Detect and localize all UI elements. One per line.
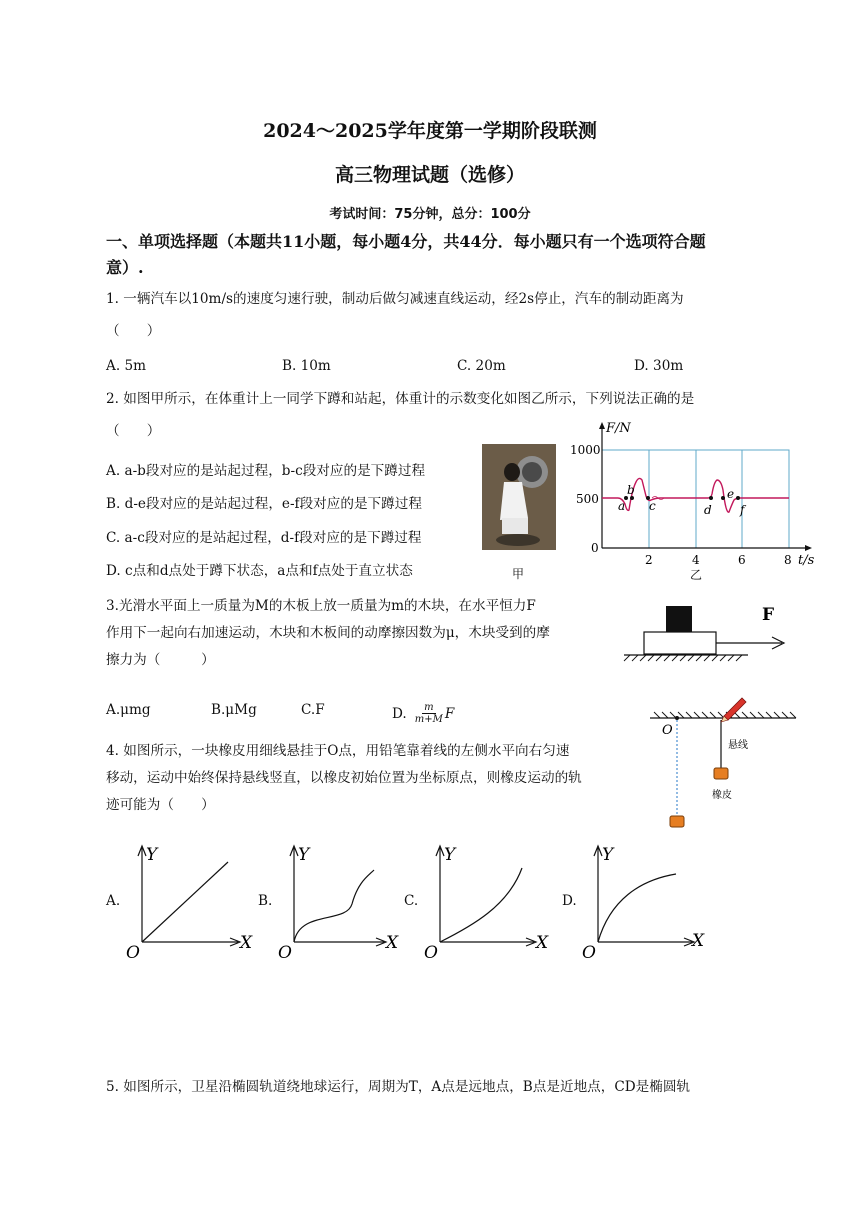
svg-text:O: O xyxy=(582,943,596,963)
q2-option-c[interactable]: C. a-c段对应的是站起过程，d-f段对应的是下蹲过程 xyxy=(106,530,422,546)
exam-subtitle: 高三物理试题（选修） xyxy=(334,164,525,186)
svg-text:X: X xyxy=(692,931,705,951)
point-c: c xyxy=(649,499,656,513)
q4-graph-b[interactable] xyxy=(276,840,419,964)
svg-text:O: O xyxy=(278,943,292,963)
question-2-blank: （ ） xyxy=(106,423,161,439)
y-axis-arrow xyxy=(599,422,605,429)
question-3: 3.光滑水平面上一质量为M的木板上放一质量为m的木块，在水平恒力F 作用下一起向右加速运动，木块和木板间的动摩擦因数为μ，木块受到的摩 擦力为（ ） xyxy=(106,598,550,668)
point-b: b xyxy=(627,483,635,497)
photo-scale-student xyxy=(482,444,556,550)
xtick-8: 8 xyxy=(784,553,792,567)
pivot-label: O xyxy=(662,723,673,738)
q1-option-a[interactable]: A. 5m xyxy=(106,358,146,374)
point-f: f xyxy=(740,503,745,517)
chart-ylabel: F/N xyxy=(606,421,631,436)
chart-xlabel: t/s xyxy=(798,553,815,568)
q3-option-b[interactable]: B.μMg xyxy=(211,702,257,718)
svg-text:X: X xyxy=(240,933,253,953)
q3-option-a[interactable]: A.μmg xyxy=(106,702,151,718)
pivot-point xyxy=(675,716,679,720)
q4-option-d-label[interactable]: D. xyxy=(562,893,577,909)
block-board-figure xyxy=(622,598,798,664)
eraser-string-figure xyxy=(648,692,798,834)
point-d: d xyxy=(704,503,712,517)
eraser-label: 橡皮 xyxy=(712,790,732,801)
eraser xyxy=(714,768,728,779)
q2-option-d[interactable]: D. c点和d点处于蹲下状态，a点和f点处于直立状态 xyxy=(106,563,413,579)
trajectory-curve xyxy=(294,870,374,942)
fig-label-jia: 甲 xyxy=(512,567,525,581)
q4-option-a-label[interactable]: A. xyxy=(106,893,121,909)
exam-title: 2024～2025学年度第一学期阶段联测 xyxy=(263,120,597,142)
svg-text:O: O xyxy=(126,943,140,963)
trajectory-line xyxy=(142,862,228,942)
svg-text:Y: Y xyxy=(298,845,310,865)
svg-text:O: O xyxy=(424,943,438,963)
small-block xyxy=(666,606,692,632)
x-axis-arrow xyxy=(805,545,812,551)
q1-option-c[interactable]: C. 20m xyxy=(457,358,506,374)
svg-text:Y: Y xyxy=(146,845,158,865)
q1-option-d[interactable]: D. 30m xyxy=(634,358,684,374)
string-label: 悬线 xyxy=(728,740,748,751)
question-4: 4. 如图所示，一块橡皮用细线悬挂于O点，用铅笔靠着线的左侧水平向右匀速 移动，运动中始终保持悬线竖直，以橡皮初始位置为坐标原点，则橡皮运动的轨 迹可能为（ ） xyxy=(106,743,582,813)
q3-option-d-fraction: m m+M xyxy=(414,702,443,725)
force-time-chart xyxy=(556,418,818,582)
svg-text:Y: Y xyxy=(602,845,614,865)
point-d-marker xyxy=(709,496,713,500)
q4-graph-a[interactable] xyxy=(124,840,264,964)
ground-hatch xyxy=(624,655,742,661)
eraser-initial xyxy=(670,816,684,827)
q4-graph-c[interactable] xyxy=(422,840,562,964)
xtick-6: 6 xyxy=(738,553,746,567)
trajectory-curve xyxy=(598,874,676,942)
point-a: a xyxy=(618,499,626,513)
point-e-marker xyxy=(721,496,725,500)
question-1-text: 1. 一辆汽车以10m/s的速度匀速行驶，制动后做匀减速直线运动，经2s停止，汽车的制动距离为 xyxy=(106,291,684,307)
point-f-marker xyxy=(736,496,740,500)
ytick-500: 500 xyxy=(576,492,599,506)
ytick-0: 0 xyxy=(591,541,599,555)
fig-label-yi: 乙 xyxy=(690,568,703,582)
xtick-2: 2 xyxy=(645,553,653,567)
trajectory-curve xyxy=(440,868,522,942)
board xyxy=(644,632,716,654)
svg-text:X: X xyxy=(386,933,399,953)
svg-text:Y: Y xyxy=(444,845,456,865)
ytick-1000: 1000 xyxy=(570,443,601,457)
question-1-blank: （ ） xyxy=(106,323,161,339)
point-e: e xyxy=(727,487,735,501)
exam-info: 考试时间：75分钟，总分：100分 xyxy=(329,207,531,222)
q2-option-b[interactable]: B. d-e段对应的是站起过程，e-f段对应的是下蹲过程 xyxy=(106,496,422,512)
xtick-4: 4 xyxy=(692,553,700,567)
question-2-text: 2. 如图甲所示，在体重计上一同学下蹲和站起，体重计的示数变化如图乙所示，下列说法正确的是 xyxy=(106,391,695,407)
section-heading: 一、单项选择题（本题共11小题，每小题4分，共44分．每小题只有一个选项符合题 意）. xyxy=(106,232,706,277)
q3-option-d[interactable]: D. m m+M F xyxy=(392,702,455,725)
q4-option-c-label[interactable]: C. xyxy=(404,893,419,909)
question-1 xyxy=(106,289,766,341)
q4-option-b-label[interactable]: B. xyxy=(258,893,273,909)
q1-option-b[interactable]: B. 10m xyxy=(282,358,331,374)
q4-graph-d[interactable] xyxy=(580,840,720,964)
q3-option-c[interactable]: C.F xyxy=(301,702,325,718)
question-5-text: 5. 如图所示，卫星沿椭圆轨道绕地球运行，周期为T，A点是远地点，B点是近地点，CD是椭圆轨 xyxy=(106,1079,691,1095)
force-label: F xyxy=(762,605,775,625)
q2-option-a[interactable]: A. a-b段对应的是站起过程，b-c段对应的是下蹲过程 xyxy=(106,463,426,479)
svg-text:X: X xyxy=(536,933,549,953)
